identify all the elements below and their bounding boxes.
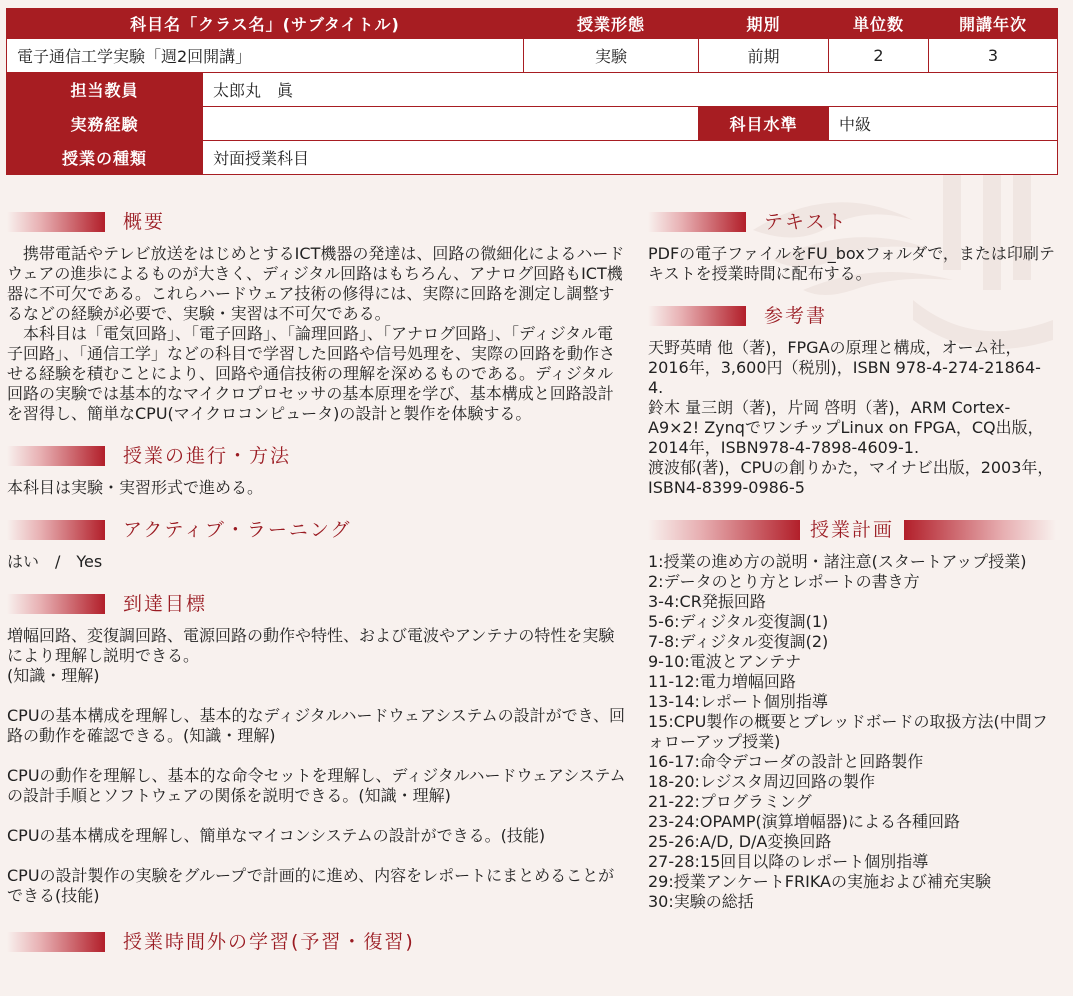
plan-item: 23-24:OPAMP(演算増幅器)による各種回路 — [648, 812, 960, 831]
references-text: 天野英晴 他（著)，FPGAの原理と構成，オーム社，2016年，3,600円（税別)，ISBN 978-4-274-21864-4. 鈴木 量三朗（著)，片岡 啓明（著)，ARM Cortex-A9×2! ZynqでワンチップLinux on FPGA，CQ出版，2014年，ISBN978-4-7898-4609-1. 渡波郁(著)，CPUの創りかた，マイナビ出版，2003年，ISBN4-8399-0986-5 — [648, 338, 1054, 497]
section-bar — [7, 212, 105, 232]
year: 3 — [929, 39, 1058, 73]
section-active-learning — [7, 514, 627, 546]
section-bar — [648, 212, 746, 232]
course-name: 電子通信工学実験「週2回開講」 — [7, 39, 524, 73]
section-bar — [904, 520, 1056, 540]
plan-item: 9-10:電波とアンテナ — [648, 652, 802, 671]
goals-title: 到達目標 — [123, 593, 208, 615]
plan-item: 1:授業の進め方の説明・諸注意(スタートアップ授業) — [648, 552, 1027, 571]
plan-item: 27-28:15回目以降のレポート個別指導 — [648, 852, 929, 871]
course-info-table — [6, 8, 1058, 175]
level-label: 科目水準 — [699, 107, 829, 141]
section-references — [648, 300, 1056, 332]
section-bar — [7, 520, 105, 540]
overview-paragraph-1: 携帯電話やテレビ放送をはじめとするICT機器の発達は、回路の微細化によるハードウェアの進歩によるものが大きく、ディジタル回路はもちろん、アナログ回路もICT機器に不可欠である。これらハードウェア技術の修得には、実際に回路を測定し調整するなどの経験が必要で、実験・実習は不可欠である。 — [7, 244, 625, 323]
class-type-value: 対面授業科目 — [203, 141, 1058, 175]
year-header: 開講年次 — [929, 9, 1058, 39]
experience-label: 実務経験 — [7, 107, 203, 141]
section-overview — [7, 206, 627, 238]
plan-title: 授業計画 — [810, 519, 895, 541]
goal-item: CPUの基本構成を理解し、基本的なディジタルハードウェアシステムの設計ができ、回路の動作を確認できる。(知識・理解) — [7, 706, 625, 745]
class-form: 実験 — [524, 39, 699, 73]
section-bar — [648, 306, 746, 326]
plan-item: 13-14:レポート個別指導 — [648, 692, 828, 711]
class-type-label: 授業の種類 — [7, 141, 203, 175]
section-goals — [7, 588, 627, 620]
goal-item: 増幅回路、変復調回路、電源回路の動作や特性、および電波やアンテナの特性を実験により理解し説明できる。 (知識・理解) — [7, 626, 615, 685]
class-form-header: 授業形態 — [524, 9, 699, 39]
goal-item: CPUの設計製作の実験をグループで計画的に進め、内容をレポートにまとめることができる(技能) — [7, 866, 615, 905]
self-study-title: 授業時間外の学習(予習・復習) — [123, 931, 415, 953]
term: 前期 — [699, 39, 829, 73]
goal-item: CPUの動作を理解し、基本的な命令セットを理解し、ディジタルハードウェアシステムの設計手順とソフトウェアの関係を説明できる。(知識・理解) — [7, 766, 626, 805]
plan-item: 29:授業アンケートFRIKAの実施および補充実験 — [648, 872, 991, 891]
plan-list — [648, 552, 1056, 912]
section-bar — [648, 520, 800, 540]
method-title: 授業の進行・方法 — [123, 445, 292, 467]
experience-value — [203, 107, 699, 141]
references-title: 参考書 — [764, 305, 828, 327]
left-column — [7, 206, 627, 964]
teacher-label: 担当教員 — [7, 73, 203, 107]
section-bar — [7, 446, 105, 466]
active-learning-text: はい / Yes — [7, 552, 103, 571]
plan-item: 30:実験の総括 — [648, 892, 754, 911]
section-textbook — [648, 206, 1056, 238]
plan-item: 16-17:命令デコーダの設計と回路製作 — [648, 752, 924, 771]
plan-item: 18-20:レジスタ周辺回路の製作 — [648, 772, 876, 791]
course-name-header: 科目名「クラス名」(サブタイトル) — [7, 9, 524, 39]
section-bar — [7, 594, 105, 614]
term-header: 期別 — [699, 9, 829, 39]
plan-item: 3-4:CR発振回路 — [648, 592, 766, 611]
goal-item: CPUの基本構成を理解し、簡単なマイコンシステムの設計ができる。(技能) — [7, 826, 546, 845]
right-column — [648, 206, 1056, 912]
section-plan — [648, 514, 1056, 546]
plan-item: 5-6:ディジタル変復調(1) — [648, 612, 829, 631]
plan-item: 2:データのとり方とレポートの書き方 — [648, 572, 920, 591]
overview-title: 概要 — [123, 211, 166, 233]
plan-item: 25-26:A/D, D/A変換回路 — [648, 832, 832, 851]
section-method — [7, 440, 627, 472]
textbook-title: テキスト — [764, 211, 848, 233]
plan-item: 11-12:電力増幅回路 — [648, 672, 796, 691]
plan-item: 21-22:プログラミング — [648, 792, 812, 811]
teacher-name: 太郎丸 眞 — [203, 73, 1058, 107]
level-value: 中級 — [829, 107, 1058, 141]
section-self-study — [7, 926, 627, 958]
active-learning-title: アクティブ・ラーニング — [123, 519, 352, 541]
overview-paragraph-2: 本科目は「電気回路」、「電子回路」、「論理回路」、「アナログ回路」、「ディジタル電子回路」、「通信工学」などの科目で学習した回路や信号処理を、実際の回路を動作させる経験を積むことにより、回路や通信技術の理解を深めるものである。ディジタル回路の実験では基本的なマイクロプロセッサの基本原理を学び、基本構成と回路設計を習得し、簡単なCPU(マイクロコンピュータ)の設計と製作を体験する。 — [7, 324, 616, 423]
plan-item: 7-8:ディジタル変復調(2) — [648, 632, 829, 651]
plan-item: 15:CPU製作の概要とブレッドボードの取扱方法(中間フォローアップ授業) — [648, 712, 1048, 751]
units: 2 — [829, 39, 929, 73]
textbook-text: PDFの電子ファイルをFU_boxフォルダで，または印刷テキストを授業時間に配布する。 — [648, 244, 1055, 283]
method-text: 本科目は実験・実習形式で進める。 — [7, 478, 264, 497]
units-header: 単位数 — [829, 9, 929, 39]
section-bar — [7, 932, 105, 952]
